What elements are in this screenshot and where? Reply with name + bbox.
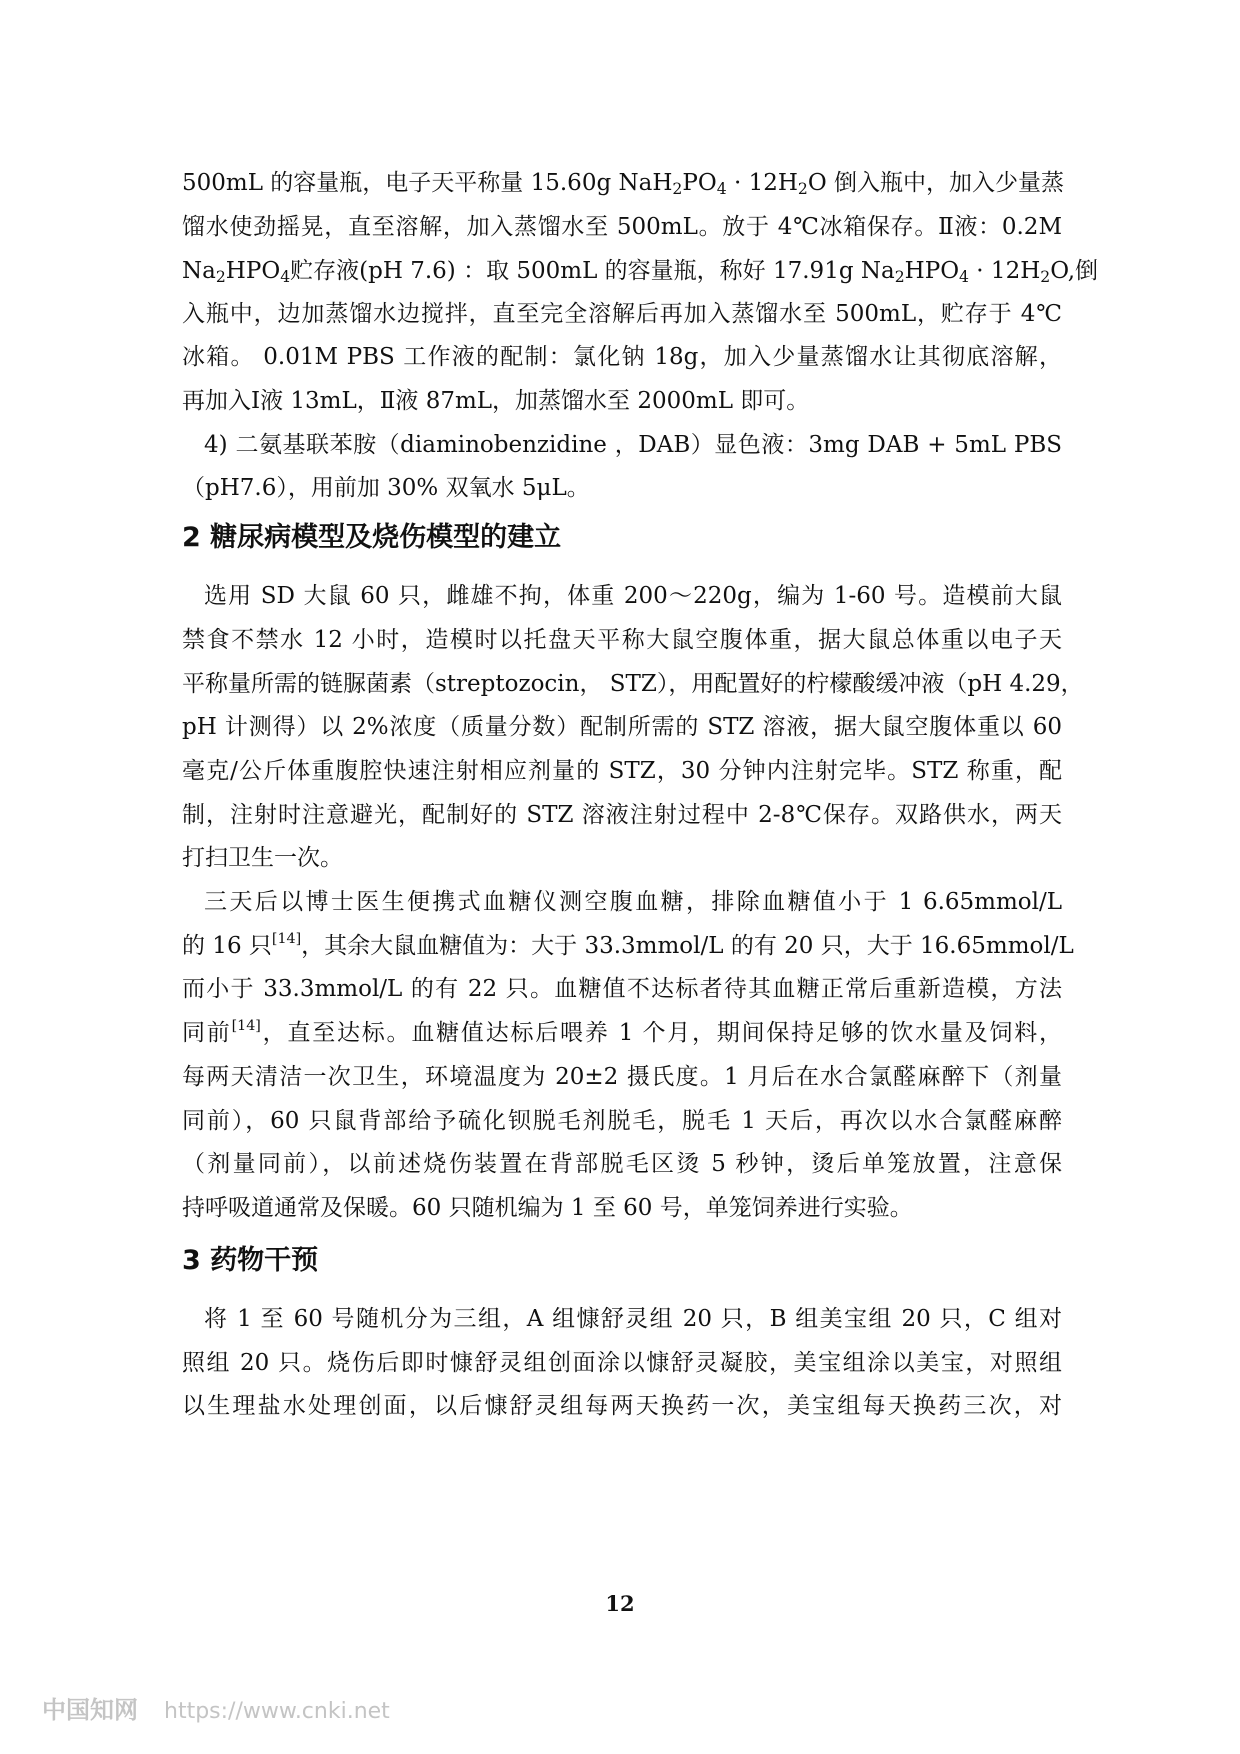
subscript: 4: [959, 266, 969, 286]
body-text-line: [182, 931, 1074, 961]
body-text-line: [204, 1304, 1062, 1334]
text-run: ，其余大鼠血糖值为：大于 33.3mmol/L 的有 20 只，大于 16.65mmol/L: [301, 933, 1074, 959]
subscript: 2: [1040, 266, 1051, 286]
text-run: 同前），60 只鼠背部给予硫化钡脱毛剂脱毛，脱毛 1 天后，再次以水合氯醛麻醉: [182, 1108, 1062, 1134]
text-run: 每两天清洁一次卫生，环境温度为 20±2 摄氏度。1 月后在水合氯醛麻醉下（剂量: [182, 1064, 1062, 1090]
text-run: （剂量同前），以前述烧伤装置在背部脱毛区烫 5 秒钟，烫后单笼放置，注意保: [182, 1151, 1062, 1177]
text-run: 4) 二氨基联苯胺（diaminobenzidine ，DAB）显色液：3mg DAB + 5mL PBS: [204, 432, 1062, 458]
subscript: 2: [894, 266, 905, 286]
text-run: （pH7.6），用前加 30% 双氧水 5μL。: [182, 475, 590, 501]
text-run: 三天后以博士医生便携式血糖仪测空腹血糖，排除血糖值小于 1 6.65mmol/L: [204, 889, 1062, 915]
text-run: 打扫卫生一次。: [182, 845, 343, 871]
text-run: 贮存液(pH 7.6) ：取 500mL 的容量瓶，称好 17.91g Na: [290, 258, 895, 284]
text-run: · 12H: [969, 258, 1041, 284]
section-heading: 3 药物干预: [182, 1245, 319, 1276]
body-text-line: [182, 212, 1062, 242]
text-run: pH 计测得）以 2%浓度（质量分数）配制所需的 STZ 溶液，据大鼠空腹体重以 60: [182, 714, 1062, 740]
body-text-line: [182, 1018, 1062, 1048]
body-text-line: [182, 1106, 1062, 1136]
watermark-brand: 中国知网: [42, 1696, 138, 1724]
text-run: 入瓶中，边加蒸馏水边搅拌，直至完全溶解后再加入蒸馏水至 500mL，贮存于 4℃: [182, 301, 1062, 327]
body-text-line: [182, 1149, 1062, 1179]
text-run: O 倒入瓶中，加入少量蒸: [807, 170, 1065, 196]
body-text-line: [182, 843, 1062, 873]
body-text-line: [182, 974, 1062, 1004]
body-text-line: [204, 887, 1062, 917]
text-run: 而小于 33.3mmol/L 的有 22 只。血糖值不达标者待其血糖正常后重新造模，方法: [182, 976, 1062, 1002]
body-text-line: [182, 299, 1062, 329]
text-run: 禁食不禁水 12 小时，造模时以托盘天平称大鼠空腹体重，据大鼠总体重以电子天: [182, 627, 1062, 653]
text-run: 平称量所需的链脲菌素（streptozocin， STZ），用配置好的柠檬酸缓冲液（pH 4.29，: [182, 671, 1084, 697]
body-text-line: [182, 800, 1062, 830]
body-text-line: [182, 1193, 1062, 1223]
text-run: HPO: [225, 258, 281, 284]
section-heading: 2 糖尿病模型及烧伤模型的建立: [182, 522, 562, 553]
body-text-line: [182, 1062, 1062, 1092]
body-text-line: [182, 342, 1062, 372]
body-text-line: [204, 581, 1062, 611]
text-run: 持呼吸道通常及保暖。60 只随机编为 1 至 60 号，单笼饲养进行实验。: [182, 1195, 913, 1221]
text-run: PO: [682, 170, 717, 196]
body-text-line: [182, 386, 1062, 416]
cnki-watermark: [42, 1694, 390, 1726]
body-text-line: [182, 473, 1062, 503]
watermark-url: https://www.cnki.net: [164, 1699, 390, 1724]
text-run: O,倒: [1050, 258, 1099, 284]
text-run: 制，注射时注意避光，配制好的 STZ 溶液注射过程中 2-8℃保存。双路供水，两天: [182, 802, 1062, 828]
text-run: 将 1 至 60 号随机分为三组，A 组慷舒灵组 20 只，B 组美宝组 20 只，C 组对: [204, 1306, 1062, 1332]
text-run: 选用 SD 大鼠 60 只，雌雄不拘，体重 200～220g，编为 1-60 号。造模前大鼠: [204, 583, 1062, 609]
text-run: 馏水使劲摇晃，直至溶解，加入蒸馏水至 500mL。放于 4℃冰箱保存。Ⅱ液：0.2M: [182, 214, 1062, 240]
body-text-line: [182, 756, 1062, 786]
subscript: 2: [672, 178, 683, 198]
text-run: 的 16 只: [182, 933, 272, 959]
text-run: · 12H: [726, 170, 798, 196]
subscript: 4: [280, 266, 291, 286]
text-run: HPO: [904, 258, 960, 284]
citation-superscript: [14]: [231, 1018, 261, 1035]
body-text-line: [182, 1391, 1062, 1421]
body-text-line: [182, 712, 1062, 742]
body-text-line: [182, 168, 1065, 198]
text-run: 毫克/公斤体重腹腔快速注射相应剂量的 STZ，30 分钟内注射完毕。STZ 称重，配: [182, 758, 1062, 784]
body-text-line: [204, 430, 1062, 460]
subscript: 4: [716, 178, 727, 198]
page-number: 12: [605, 1591, 635, 1616]
body-text-line: [182, 1348, 1062, 1378]
citation-superscript: [14]: [271, 931, 302, 948]
body-text-line: [182, 669, 1084, 699]
text-run: 再加入Ⅰ液 13mL，Ⅱ液 87mL，加蒸馏水至 2000mL 即可。: [182, 388, 810, 414]
text-run: ，直至达标。血糖值达标后喂养 1 个月，期间保持足够的饮水量及饲料，: [260, 1020, 1062, 1046]
text-run: 500mL 的容量瓶，电子天平称量 15.60g NaH: [182, 170, 673, 196]
subscript: 2: [797, 178, 808, 198]
body-text-line: [182, 625, 1062, 655]
text-run: 冰箱。 0.01M PBS 工作液的配制：氯化钠 18g，加入少量蒸馏水让其彻底溶解，: [182, 344, 1062, 370]
text-run: 照组 20 只。烧伤后即时慷舒灵组创面涂以慷舒灵凝胶，美宝组涂以美宝，对照组: [182, 1350, 1062, 1376]
subscript: 2: [215, 266, 226, 286]
text-run: 以生理盐水处理创面，以后慷舒灵组每两天换药一次，美宝组每天换药三次，对: [182, 1393, 1062, 1419]
text-run: Na: [182, 258, 216, 284]
text-run: 同前: [182, 1020, 232, 1046]
body-text-line: [182, 256, 1099, 286]
